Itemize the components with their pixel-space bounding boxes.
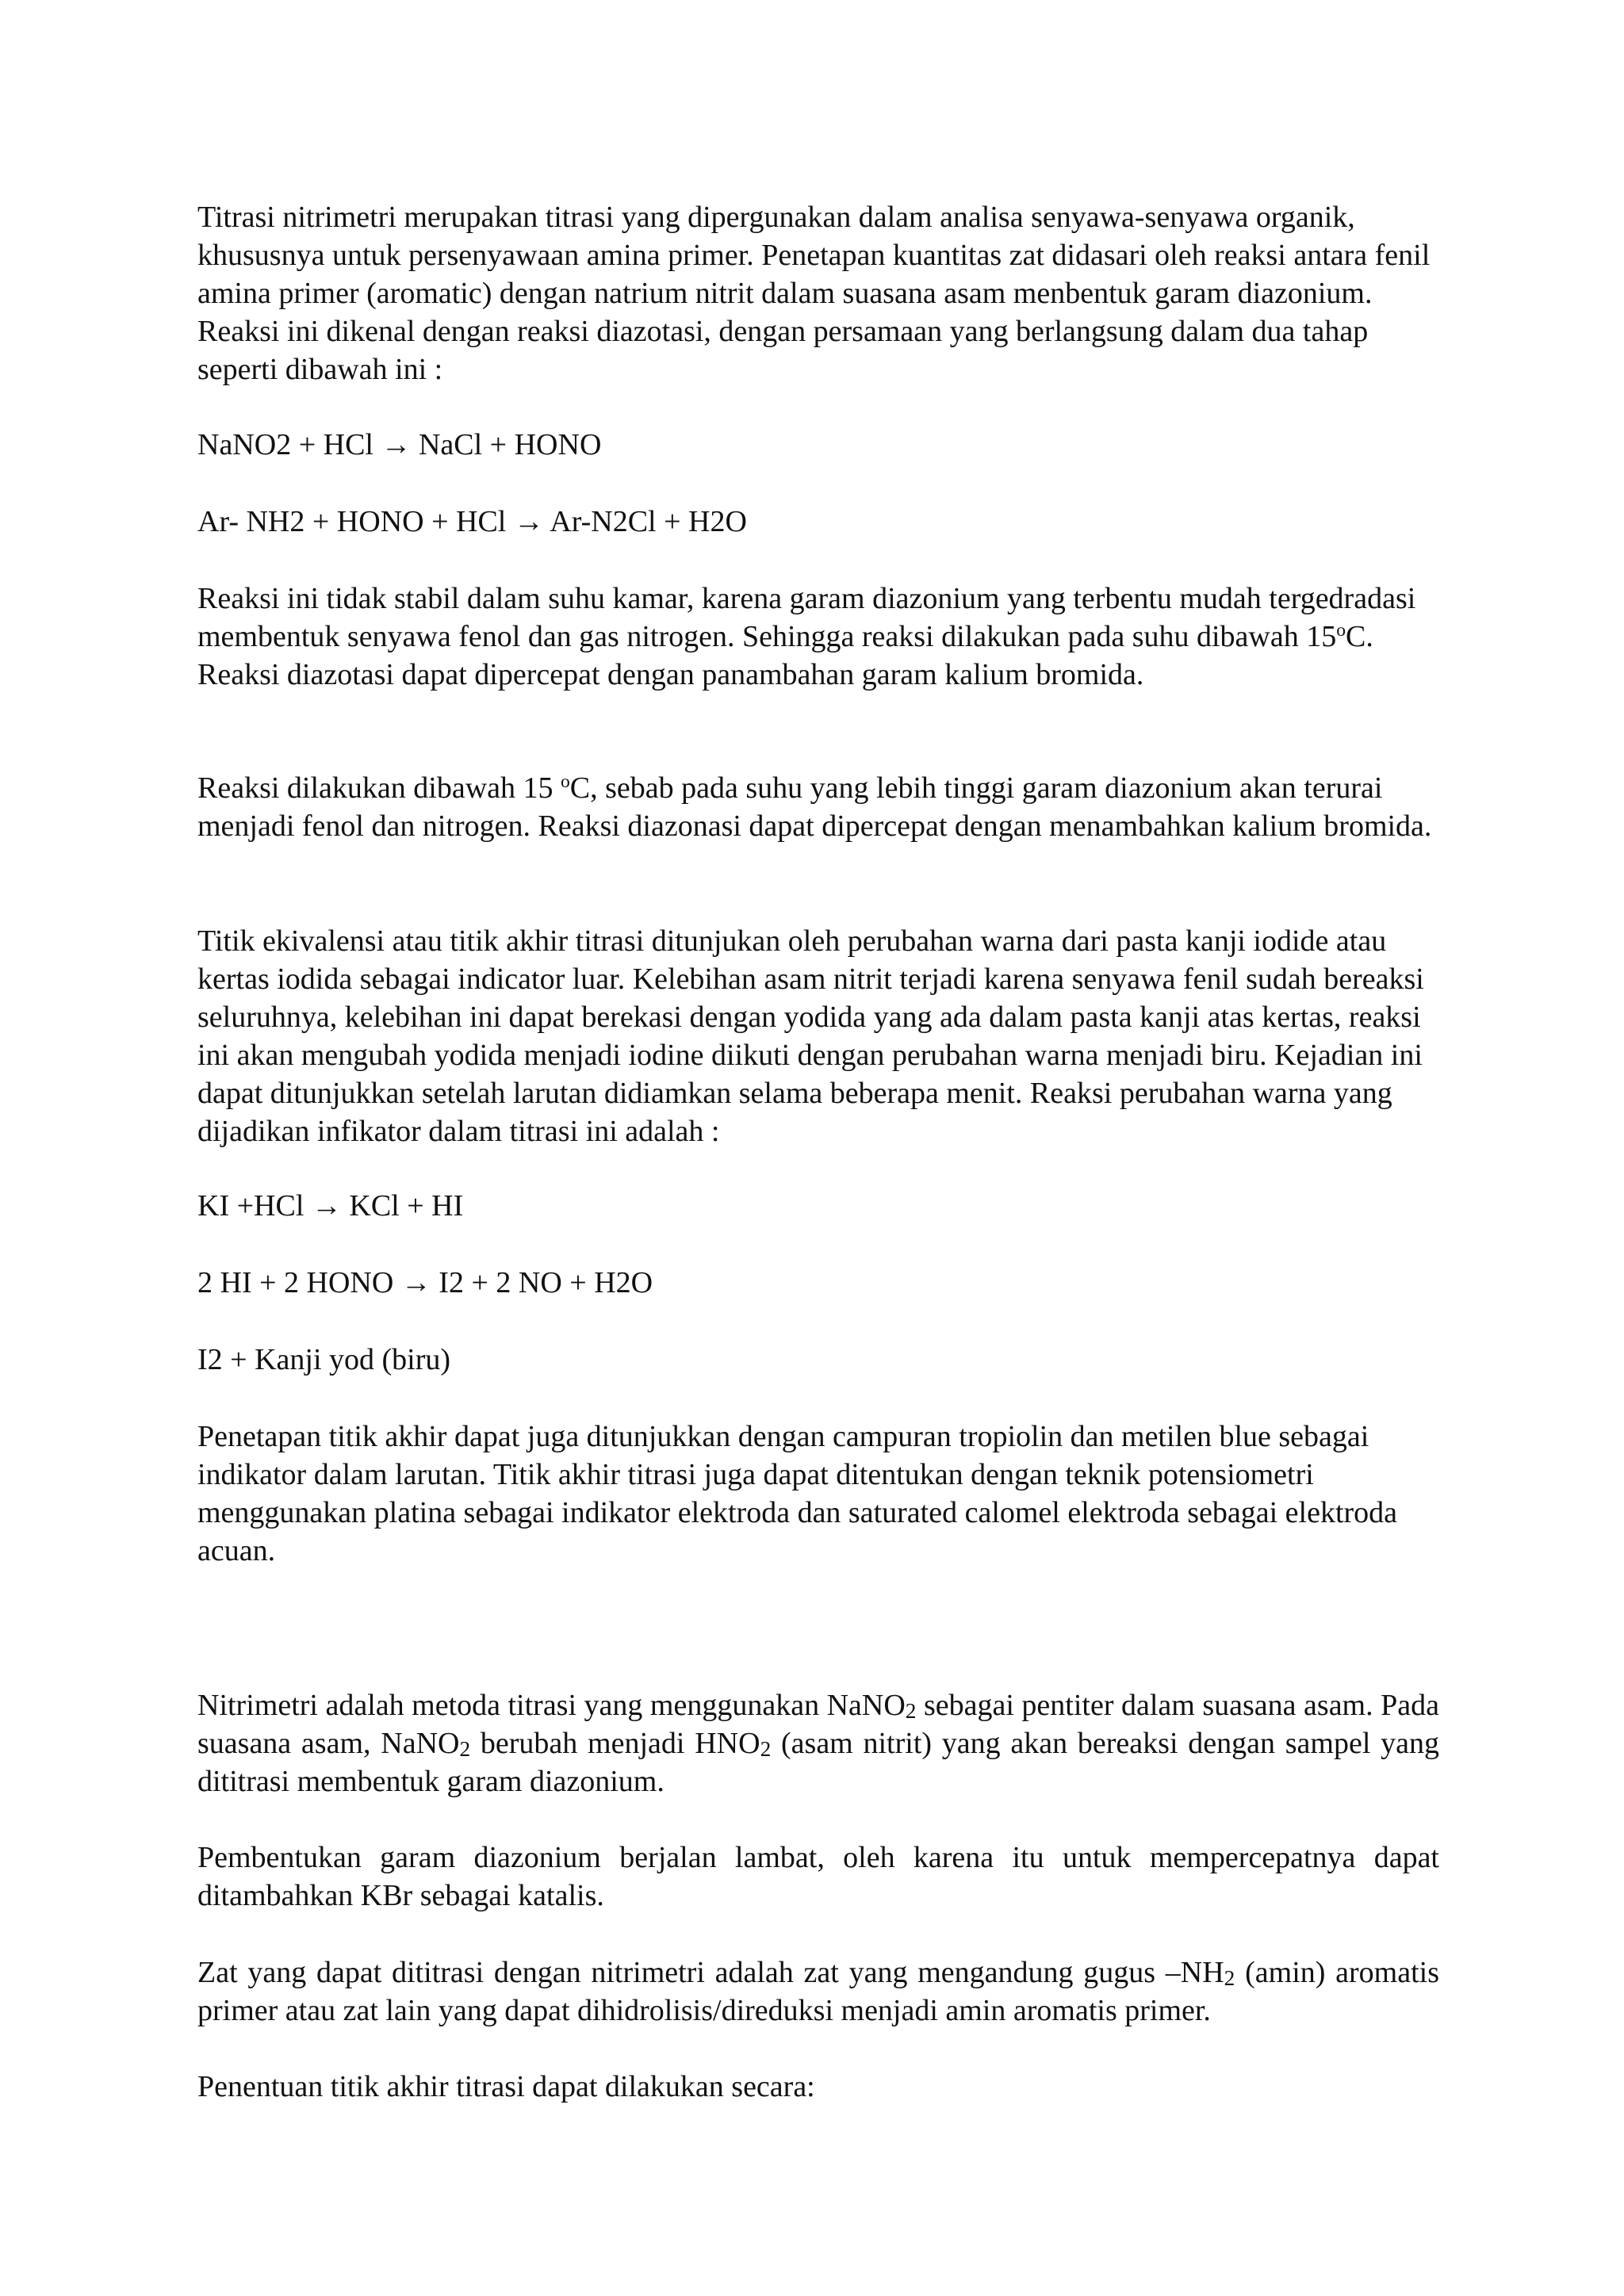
definition-text-c: berubah menjadi HNO [470, 1727, 760, 1760]
paragraph-stability [197, 580, 1434, 694]
subscript-2: 2 [459, 1737, 471, 1762]
definition-text-a: Nitrimetri adalah metoda titrasi yang menggunakan NaNO [197, 1689, 906, 1722]
degree-sup: o [561, 771, 570, 793]
paragraph-titratable [197, 1954, 1439, 2030]
subscript-2: 2 [760, 1737, 772, 1762]
equation-hi-hono: 2 HI + 2 HONO → I2 + 2 NO + H2O [197, 1266, 653, 1299]
paragraph-nitrimetri-definition [197, 1686, 1439, 1800]
paragraph-temperature [197, 769, 1434, 845]
paragraph-stability-text-b: C. Reaksi diazotasi dapat dipercepat dengan panambahan garam kalium bromida. [197, 620, 1373, 691]
titratable-text-a: Zat yang dapat dititrasi dengan nitrimetri adalah zat yang mengandung gugus –NH [197, 1956, 1224, 1989]
subscript-2: 2 [905, 1699, 917, 1724]
paragraph-temperature-text-a: Reaksi dilakukan dibawah 15 [197, 771, 561, 805]
paragraph-indicators: Penetapan titik akhir dapat juga ditunjukkan dengan campuran tropiolin dan metilen blue sebagai indikator dalam larutan. Titik akhir titrasi juga dapat ditentukan dengan teknik potensiometri menggunakan platina sebagai indikator elektroda dan saturated calomel elektroda sebagai elektroda acuan. [197, 1420, 1398, 1567]
paragraph-intro: Titrasi nitrimetri merupakan titrasi yang dipergunakan dalam analisa senyawa-senyawa organik, khususnya untuk persenyawaan amina primer. Penetapan kuantitas zat didasari oleh reaksi antara fenil amina primer (aromatic) dengan natrium nitrit dalam suasana asam menbentuk garam diazonium. Reaksi ini dikenal dengan reaksi diazotasi, dengan persamaan yang berlangsung dalam dua tahap seperti dibawah ini : [197, 201, 1431, 386]
equation-nitrite-acid: NaNO2 + HCl → NaCl + HONO [197, 428, 602, 461]
paragraph-catalyst: Pembentukan garam diazonium berjalan lambat, oleh karena itu untuk mempercepatnya dapat ditambahkan KBr sebagai katalis. [197, 1841, 1439, 1912]
equation-iodine-starch: I2 + Kanji yod (biru) [197, 1343, 451, 1376]
definition-text-d: (asam nitrit) yang akan bereaksi dengan sampel yang dititrasi membentuk garam diazonium. [197, 1727, 1440, 1798]
definition-text-b: sebagai pentiter dalam suasana asam. Pada suasana asam, NaNO [197, 1689, 1439, 1760]
subscript-2: 2 [1224, 1966, 1235, 1991]
titratable-text-b: (amin) aromatis primer atau zat lain yang dapat dihidrolisis/direduksi menjadi amin aromatis primer. [197, 1956, 1439, 2027]
paragraph-temperature-text-b: C, sebab pada suhu yang lebih tinggi garam diazonium akan terurai menjadi fenol dan nitrogen. Reaksi diazonasi dapat dipercepat dengan menambahkan kalium bromida. [197, 771, 1432, 843]
equation-ki-hcl: KI +HCl → KCl + HI [197, 1189, 464, 1223]
paragraph-stability-text-a: Reaksi ini tidak stabil dalam suhu kamar, karena garam diazonium yang terbentu mudah tergedradasi membentuk senyawa fenol dan gas nitrogen. Sehingga reaksi dilakukan pada suhu dibawah 15 [197, 582, 1416, 653]
degree-sup: o [1336, 620, 1346, 641]
equation-diazotization: Ar- NH2 + HONO + HCl → Ar-N2Cl + H2O [197, 505, 747, 538]
paragraph-endpoint-methods: Penentuan titik akhir titrasi dapat dilakukan secara: [197, 2070, 815, 2103]
paragraph-endpoint: Titik ekivalensi atau titik akhir titrasi ditunjukan oleh perubahan warna dari pasta kanji iodide atau kertas iodida sebagai indicator luar. Kelebihan asam nitrit terjadi karena senyawa fenil sudah bereaksi seluruhnya, kelebihan ini dapat berekasi dengan yodida yang ada dalam pasta kanji atas kertas, reaksi ini akan mengubah yodida menjadi iodine diikuti dengan perubahan warna menjadi biru. Kejadian ini dapat ditunjukkan setelah larutan didiamkan selama beberapa menit. Reaksi perubahan warna yang dijadikan infikator dalam titrasi ini adalah : [197, 924, 1424, 1148]
